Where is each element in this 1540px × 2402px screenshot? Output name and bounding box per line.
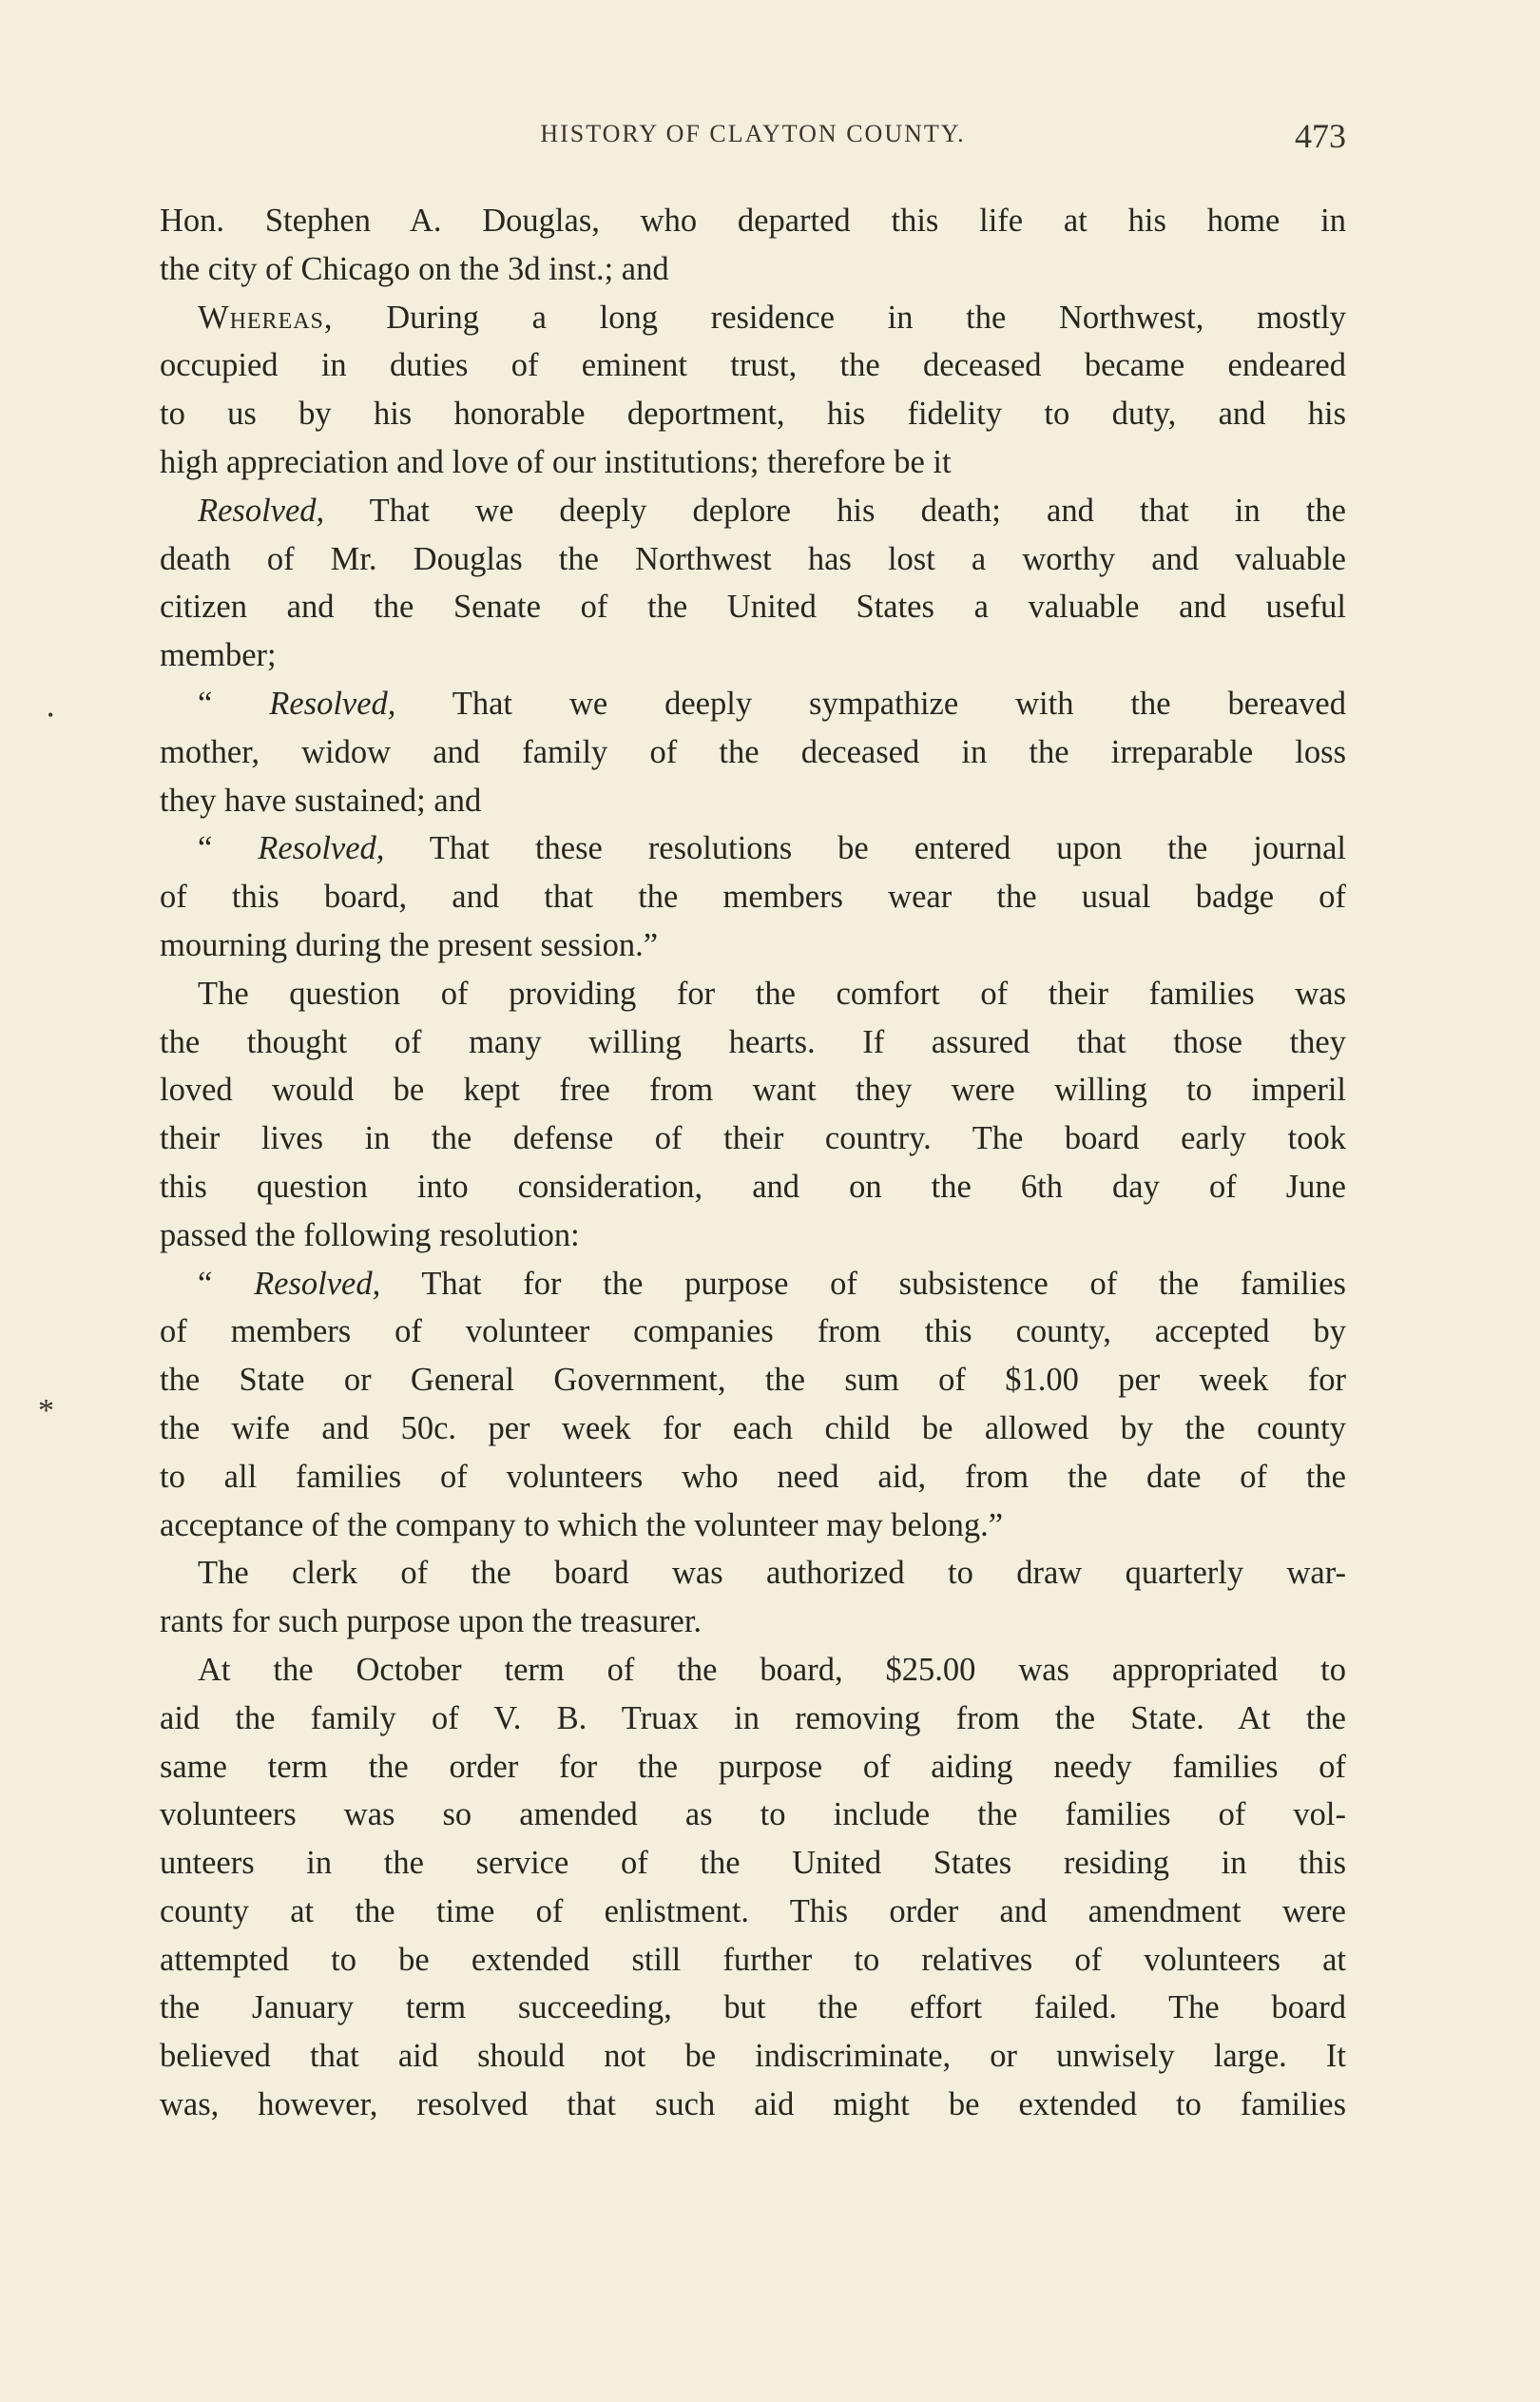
text-run: the State or General Government, the sum of $1.00 per week for [160,1362,1346,1399]
text-line [160,583,1346,631]
text-run: was, however, resolved that such aid might be extended to families [160,2086,1346,2123]
resolved-word: Resolved, [198,492,325,529]
page-number: 473 [1295,117,1346,155]
text-line [160,1453,1346,1501]
text-line [160,197,1346,245]
text-run: county at the time of enlistment. This order and amendment were [160,1892,1346,1929]
text-line [160,294,1346,342]
text-run: The clerk of the board was authorized to draw quarterly war- [198,1555,1346,1592]
text-run: occupied in duties of eminent trust, the deceased became endeared [160,347,1346,384]
text-line [160,341,1346,390]
text-line [160,1695,1346,1743]
text-line [160,1646,1346,1695]
resolved-word: Resolved, [258,830,385,867]
text-run: The question of providing for the comfort of their families was [198,975,1346,1012]
resolved-word: Resolved, [254,1265,381,1302]
text-run: this question into consideration, and on the 6th day of June [160,1168,1346,1205]
text-line [160,728,1346,777]
text-run: mourning during the present session.” [160,926,659,963]
text-line [160,1114,1346,1163]
text-run: That we deeply deplore his death; and that in the [324,492,1346,529]
text-run: At the October term of the board, $25.00 was appropriated to [198,1651,1346,1688]
text-line [160,487,1346,535]
text-line [160,1308,1346,1356]
text-line [160,1356,1346,1404]
text-line [160,1404,1346,1453]
text-run: death of Mr. Douglas the Northwest has lost a worthy and valuable [160,540,1346,577]
text-run: same term the order for the purpose of aiding needy families of [160,1748,1346,1785]
text-run: volunteers was so amended as to include the families of vol- [160,1796,1346,1833]
text-run: That these resolutions be entered upon the journal [384,830,1346,867]
text-line [160,1163,1346,1211]
whereas-word: Whereas, [198,299,334,336]
text-run: the thought of many willing hearts. If assured that those they [160,1023,1346,1060]
text-line [160,1260,1346,1308]
text-run: That we deeply sympathize with the bereaved [395,685,1346,722]
text-line [160,873,1346,921]
text-run: the city of Chicago on the 3d inst.; and [160,250,669,287]
text-line [160,1888,1346,1936]
text-line [160,245,1346,294]
text-run: high appreciation and love of our institutions; therefore be it [160,443,952,480]
text-line [160,1743,1346,1792]
text-line [160,1549,1346,1598]
text-line [160,1598,1346,1646]
text-run: loved would be kept free from want they were willing to imperil [160,1072,1346,1109]
text-run: of this board, and that the members wear the usual badge of [160,879,1346,916]
text-run: mother, widow and family of the deceased in the irreparable loss [160,733,1346,770]
page-header [160,116,1346,158]
text-run: “ [198,830,259,867]
text-line [160,824,1346,873]
text-line [160,1501,1346,1550]
text-line [160,1066,1346,1114]
text-run: to us by his honorable deportment, his fidelity to duty, and his [160,396,1346,433]
text-run: unteers in the service of the United States residing in this [160,1845,1346,1882]
text-run: “ [198,1265,255,1302]
text-run: attempted to be extended still further to relatives of volunteers at [160,1941,1346,1978]
text-line [160,1936,1346,1985]
text-line [160,1839,1346,1888]
text-run: “ [198,685,270,722]
text-line [160,390,1346,438]
body-text [160,197,1346,2129]
text-run: rants for such purpose upon the treasurer. [160,1603,703,1640]
text-line [160,1984,1346,2032]
text-run: of members of volunteer companies from this county, accepted by [160,1313,1346,1350]
text-line [160,1211,1346,1260]
text-line [160,921,1346,970]
text-run: citizen and the Senate of the United States a valuable and useful [160,589,1346,626]
text-run: acceptance of the company to which the volunteer may belong.” [160,1506,1004,1543]
text-run: to all families of volunteers who need aid, from the date of the [160,1458,1346,1495]
text-line [160,535,1346,584]
text-run: the wife and 50c. per week for each child be allowed by the county [160,1409,1346,1446]
margin-star-mark: * [38,1393,54,1428]
text-line [160,631,1346,680]
text-line [160,1791,1346,1839]
text-run: they have sustained; and [160,782,482,819]
text-line [160,970,1346,1018]
text-run: During a long residence in the Northwest, mostly [333,299,1346,336]
text-run: their lives in the defense of their country. The board early took [160,1120,1346,1157]
text-run: aid the family of V. B. Truax in removing from the State. At the [160,1699,1346,1736]
text-run: believed that aid should not be indiscriminate, or unwisely large. It [160,2038,1346,2075]
margin-dot-mark: • [48,706,54,725]
text-run: Hon. Stephen A. Douglas, who departed this life at his home in [160,203,1346,239]
text-line [160,777,1346,825]
text-run: member; [160,637,277,674]
text-run: the January term succeeding, but the effort failed. The board [160,1989,1346,2026]
resolved-word: Resolved, [269,685,396,722]
text-line [160,680,1346,728]
text-line [160,438,1346,487]
text-line [160,2081,1346,2129]
text-line [160,2032,1346,2081]
text-run: passed the following resolution: [160,1216,580,1253]
text-line [160,1018,1346,1067]
running-head: HISTORY OF CLAYTON COUNTY. [540,120,966,147]
text-run: That for the purpose of subsistence of the families [380,1265,1346,1302]
